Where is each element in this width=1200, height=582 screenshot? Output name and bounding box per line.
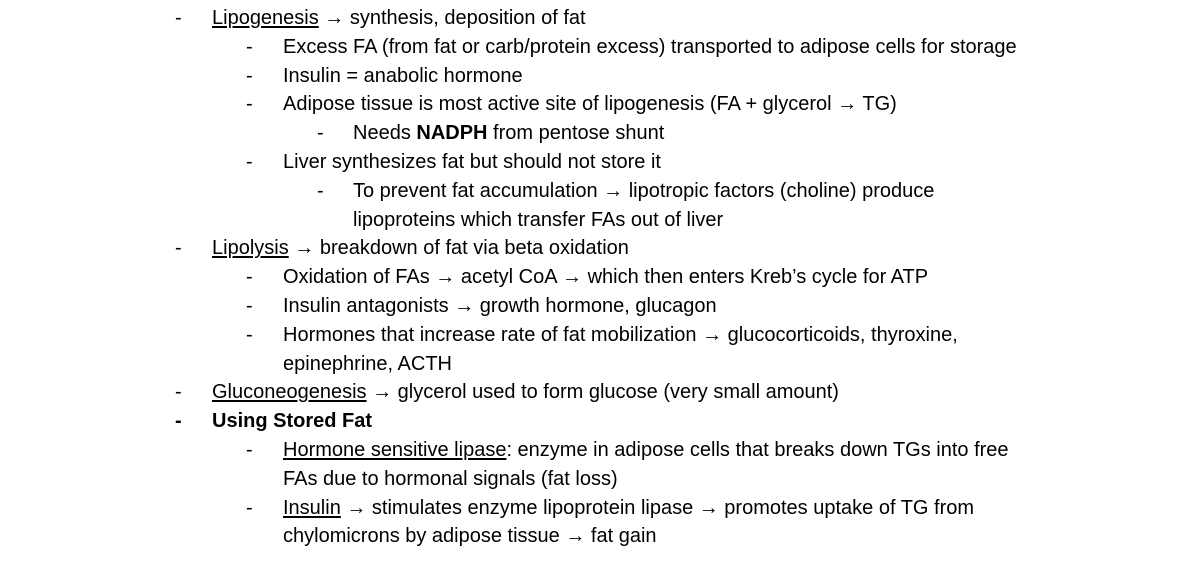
item-text: → stimulates enzyme lipoprotein lipase → promotes uptake of TG from chylomicrons by adipose tissue → fat gain	[283, 496, 975, 548]
bullet-gluconeogenesis	[0, 378, 1072, 407]
bullet-insulin-lipoprotein-lipase	[0, 494, 1043, 552]
item-text: Oxidation of FAs → acetyl CoA → which then enters Kreb’s cycle for ATP	[283, 266, 929, 289]
bullet-dash: -	[175, 237, 182, 260]
bullet-needs-nadph	[0, 119, 1013, 148]
item-text: → breakdown of fat via beta oxidation	[288, 237, 629, 260]
bullet-dash: -	[317, 122, 324, 145]
bullet-dash: -	[246, 323, 253, 346]
item-text-pre: Needs	[353, 122, 417, 145]
bullet-dash: -	[246, 64, 253, 87]
bullet-dash: -	[246, 35, 253, 58]
bullet-dash: -	[246, 438, 253, 461]
bullet-oxidation	[0, 263, 1043, 292]
bullet-dash: -	[317, 179, 324, 202]
term-lipolysis: Lipolysis	[212, 237, 289, 260]
term-hormone-sensitive-lipase: Hormone sensitive lipase	[283, 438, 507, 461]
bullet-insulin-anabolic	[0, 62, 1043, 91]
notes-document	[0, 4, 1200, 551]
bullet-dash: -	[175, 7, 182, 29]
item-text: Hormones that increase rate of fat mobilization → glucocorticoids, thyroxine, epinephrine, ACTH	[283, 323, 958, 375]
bullet-lipogenesis	[0, 4, 1072, 33]
bullet-prevent-accumulation	[0, 177, 1013, 235]
bullet-dash: -	[246, 266, 253, 289]
item-text: Liver synthesizes fat but should not store it	[283, 150, 661, 173]
item-text: To prevent fat accumulation → lipotropic factors (choline) produce lipoproteins which transfer FAs out of liver	[353, 179, 935, 231]
section-heading: Using Stored Fat	[212, 410, 373, 433]
bullet-hormones-mobilization	[0, 321, 1043, 379]
bullet-using-stored-fat	[0, 407, 1072, 436]
item-text: Excess FA (from fat or carb/protein excess) transported to adipose cells for storage	[283, 35, 1017, 58]
item-text: Insulin = anabolic hormone	[283, 64, 523, 87]
bullet-dash: -	[246, 150, 253, 173]
item-text: → synthesis, deposition of fat	[318, 7, 586, 29]
item-text: Adipose tissue is most active site of lipogenesis (FA + glycerol → TG)	[283, 93, 897, 116]
bullet-liver-synthesizes	[0, 148, 1043, 177]
term-insulin: Insulin	[283, 496, 341, 519]
bullet-hormone-sensitive-lipase	[0, 436, 1043, 494]
bullet-insulin-antagonists	[0, 292, 1043, 321]
term-nadph: NADPH	[416, 122, 488, 145]
item-text: → glycerol used to form glucose (very small amount)	[366, 381, 839, 404]
bullet-dash: -	[246, 93, 253, 116]
bullet-adipose-tissue	[0, 90, 1043, 119]
bullet-dash: -	[175, 410, 182, 433]
term-gluconeogenesis: Gluconeogenesis	[212, 381, 367, 404]
bullet-excess-fa	[0, 33, 1043, 62]
bullet-dash: -	[246, 496, 253, 519]
item-text-post: from pentose shunt	[487, 122, 665, 145]
bullet-dash: -	[246, 294, 253, 317]
term-lipogenesis: Lipogenesis	[212, 7, 319, 29]
item-text: Insulin antagonists → growth hormone, glucagon	[283, 294, 717, 317]
bullet-lipolysis	[0, 234, 1072, 263]
bullet-dash: -	[175, 381, 182, 404]
item-text: : enzyme in adipose cells that breaks down TGs into free FAs due to hormonal signals (fat loss)	[283, 438, 1009, 490]
